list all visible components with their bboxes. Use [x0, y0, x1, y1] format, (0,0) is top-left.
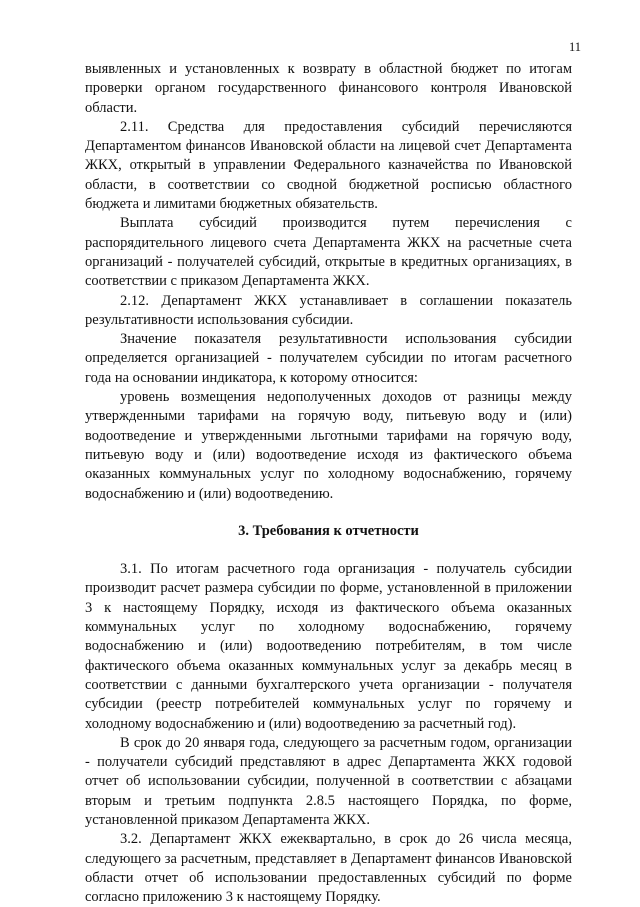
paragraph-2-11: 2.11. Средства для предоставления субсидий перечисляются Департаментом финансов Ивановской области на лицевой счет Департамента ЖКХ, открытый в управлении Федерального казначейства по Ивановской области, в соответствии со сводной бюджетной росписью областного бюджета и лимитами бюджетных обязательств.: [85, 118, 572, 213]
document-body: [85, 60, 572, 907]
paragraph-annual-report: В срок до 20 января года, следующего за расчетным годом, организации - получатели субсидий представляют в адрес Департамента ЖКХ годовой отчет об использовании субсидии, полученной в соответствии с абзацами вторым и третьим подпункта 2.8.5 настоящего Порядка, по форме, установленной приказом Департамента ЖКХ.: [85, 734, 572, 828]
paragraph-indicator-level: уровень возмещения недополученных доходов от разницы между утвержденными тарифами на горячую воду, питьевую воду и (или) водоотведение и утвержденными льготными тарифами на горячую воду, питьевую воду и (или) водоотведение исходя из фактического объема оказанных коммунальных услуг по холодному водоснабжению, горячему водоснабжению и (или) водоотведению.: [85, 389, 572, 502]
page-number: 11: [568, 40, 581, 54]
paragraph-indicator-value: Значение показателя результативности использования субсидии определяется организацией - получателем субсидии по итогам расчетного года на основании индикатора, к которому относится:: [85, 331, 572, 386]
paragraph-3-2: 3.2. Департамент ЖКХ ежеквартально, в срок до 26 числа месяца, следующего за расчетным, представляет в Департамент финансов Ивановской области отчет об использовании предоставленных субсидий по форме согласно приложению 3 к настоящему Порядку.: [85, 831, 572, 906]
paragraph-continuation: выявленных и установленных к возврату в областной бюджет по итогам проверки органом государственного финансового контроля Ивановской области.: [85, 61, 572, 116]
paragraph-3-1: 3.1. По итогам расчетного года организация - получатель субсидии производит расчет размера субсидии по форме, установленной в приложении 3 к настоящему Порядку, исходя из фактического объема оказанных коммунальных услуг по холодному водоснабжению, горячему водоснабжению и (или) водоотведению потребителям, в том числе фактического объема оказанных коммунальных услуг за декабрь месяц в соответствии с данными бухгалтерского учета организации - получателя субсидии (реестр потребителей коммунальных услуг по горячему и холодному водоснабжению и (или) водоотведению за расчетный год).: [85, 561, 572, 732]
paragraph-2-12: 2.12. Департамент ЖКХ устанавливает в соглашении показатель результативности использования субсидии.: [85, 292, 572, 328]
paragraph-payment: Выплата субсидий производится путем перечисления с распорядительного лицевого счета Департамента ЖКХ на расчетные счета организаций - получателей субсидий, открытые в кредитных организациях, в соответствии с приказом Департамента ЖКХ.: [85, 215, 572, 290]
section-heading: 3. Требования к отчетности: [238, 522, 419, 539]
